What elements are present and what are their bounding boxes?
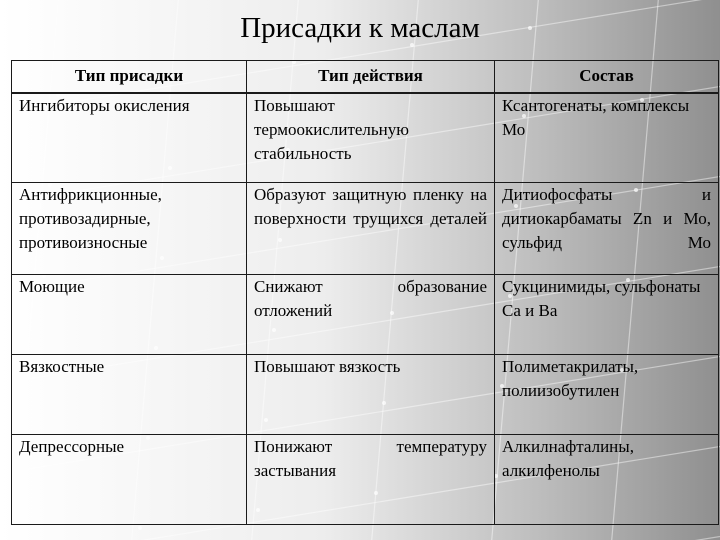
cell-action-type: Понижают температуру застывания — [247, 435, 495, 525]
cell-composition: Дитиофосфаты и дитиокарбаматы Zn и Мо, сульфид Мо — [495, 183, 719, 275]
table-row — [12, 93, 719, 183]
cell-action-type: Образуют защитную пленку на поверхности трущихся деталей — [247, 183, 495, 275]
cell-additive-type: Депрессорные — [12, 435, 247, 525]
header-action-type: Тип действия — [247, 61, 495, 93]
cell-action-type: Снижают образование отложений — [247, 275, 495, 355]
table-header-row — [12, 61, 719, 93]
header-composition: Состав — [495, 61, 719, 93]
cell-composition: Алкилнафталины, алкилфенолы — [495, 435, 719, 525]
table-row — [12, 435, 719, 525]
table-row — [12, 183, 719, 275]
cell-additive-type: Вязкостные — [12, 355, 247, 435]
cell-action-type: Повышают термоокислительную стабильность — [247, 93, 495, 183]
cell-additive-type: Ингибиторы окисления — [12, 93, 247, 183]
table-row — [12, 355, 719, 435]
table-row — [12, 275, 719, 355]
cell-additive-type: Антифрикционные, противозадирные, противоизносные — [12, 183, 247, 275]
cell-composition: Полиметакрилаты, полиизобутилен — [495, 355, 719, 435]
cell-additive-type: Моющие — [12, 275, 247, 355]
additives-table — [11, 60, 719, 525]
slide-title: Присадки к маслам — [240, 12, 480, 44]
cell-action-type: Повышают вязкость — [247, 355, 495, 435]
cell-composition: Сукцинимиды, сульфонаты Са и Ва — [495, 275, 719, 355]
header-additive-type: Тип присадки — [12, 61, 247, 93]
cell-composition: Ксантогенаты, комплексы Мо — [495, 93, 719, 183]
